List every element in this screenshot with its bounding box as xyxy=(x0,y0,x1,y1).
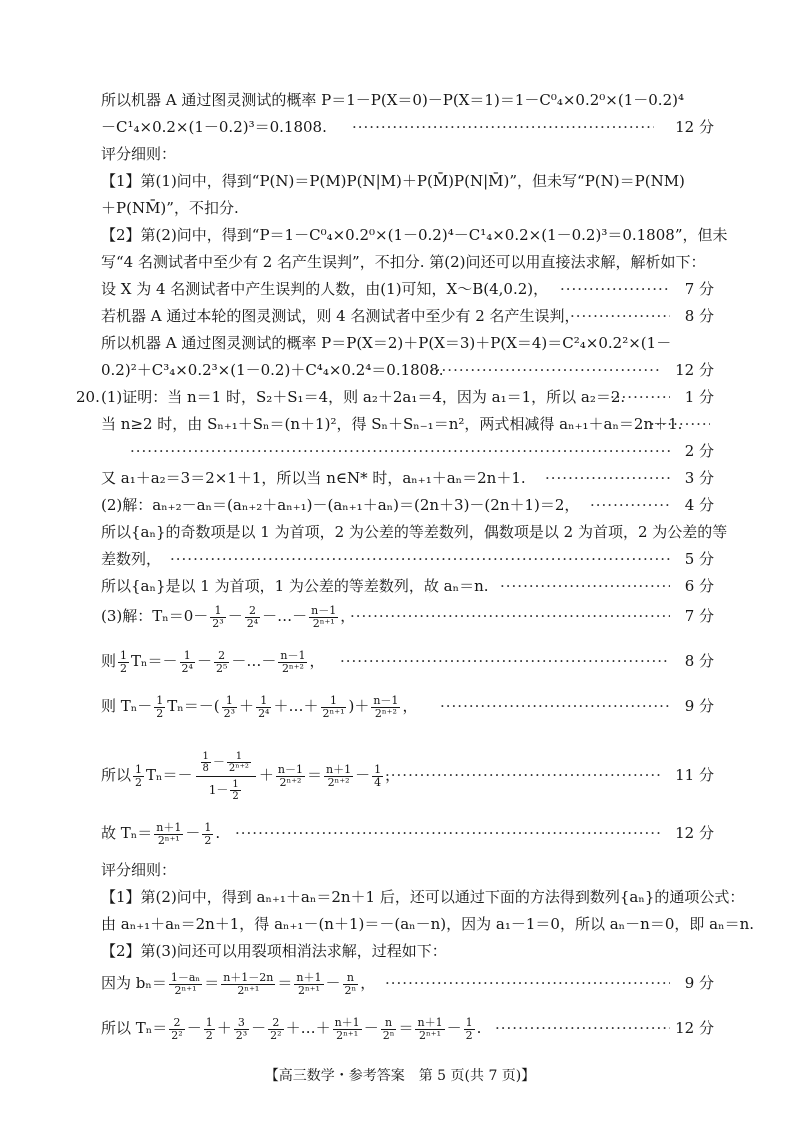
denominator: 2⁴ xyxy=(181,661,193,675)
math-text: － xyxy=(325,974,341,992)
math-text: ＝ xyxy=(204,974,220,992)
section-heading: 评分细则： xyxy=(101,861,177,879)
math-text: . xyxy=(476,1019,482,1037)
line-text: 写“4 名测试者中至少有 2 名产生误判”，不扣分. 第(2)问还可以用直接法求解，解析如下： xyxy=(101,253,706,271)
denominator: 2² xyxy=(270,1028,282,1042)
math-text: 所以 Tₙ＝ xyxy=(101,1019,168,1037)
section-heading: 评分细则： xyxy=(101,145,177,163)
denominator: 2ⁿ xyxy=(344,983,357,997)
numerator: 3 xyxy=(234,1017,249,1030)
score-points: 7 分 xyxy=(684,280,714,298)
math-text: － xyxy=(196,652,212,670)
fraction xyxy=(245,605,260,630)
numerator: 1 xyxy=(204,820,212,834)
line-text: 若机器 A 通过本轮的图灵测试，则 4 名测试者中至少有 2 名产生误判， xyxy=(101,307,580,325)
numerator: n xyxy=(381,1017,397,1030)
math-text: ＋ xyxy=(216,1019,232,1037)
math-text: Tₙ＝－ xyxy=(146,766,193,784)
fraction xyxy=(222,695,237,720)
line-text: 所以{aₙ}是以 1 为首项，1 为公差的等差数列，故 aₙ＝n. xyxy=(101,577,489,595)
denominator: 2³ xyxy=(212,616,224,630)
numerator: n－1 xyxy=(280,648,306,662)
numerator: n－1 xyxy=(373,693,399,707)
text-line xyxy=(0,85,800,115)
compound-numerator xyxy=(196,751,256,777)
fraction xyxy=(133,764,144,789)
fraction xyxy=(201,751,211,774)
leader-dots xyxy=(130,436,670,466)
denominator: 2ⁿ⁺¹ xyxy=(312,616,335,630)
math-text: ＝ xyxy=(307,766,323,784)
fraction xyxy=(210,605,225,630)
text-line xyxy=(0,301,800,331)
denominator: 2ⁿ⁺² xyxy=(327,775,350,789)
leader-dots xyxy=(560,274,670,304)
math-expression xyxy=(101,1000,481,1056)
numerator: 1 xyxy=(180,650,195,663)
numerator: 2 xyxy=(214,650,229,663)
score-points: 1 分 xyxy=(684,388,714,406)
math-text: Tₙ＝－( xyxy=(167,697,220,715)
math-text: 故 Tₙ＝ xyxy=(101,824,153,842)
numerator: n＋1 xyxy=(156,820,182,834)
math-text: ＝ xyxy=(398,1019,414,1037)
fraction xyxy=(214,650,229,675)
fraction xyxy=(321,695,347,720)
line-text: 【1】第(1)问中，得到“P(N)＝P(M)P(N|M)＋P(M̄)P(N|M̄)”，但未写“P(N)＝P(NM) xyxy=(101,172,685,190)
score-points: 3 分 xyxy=(684,469,714,487)
score-points: 12 分 xyxy=(675,1019,714,1037)
denominator: 2⁵ xyxy=(215,661,228,675)
line-text: ＋P(NM̄)”，不扣分. xyxy=(101,199,239,217)
numerator: 1 xyxy=(256,695,271,708)
math-text: Tₙ＝－ xyxy=(131,652,178,670)
math-text: － xyxy=(186,1019,202,1037)
text-line xyxy=(0,436,800,466)
numerator: 1 xyxy=(374,762,382,776)
numerator: n＋1 xyxy=(326,762,352,776)
line-text: 【2】第(3)问还可以用裂项相消法求解，过程如下： xyxy=(101,942,447,960)
math-line xyxy=(0,678,800,734)
compound-denominator xyxy=(196,777,256,802)
line-text: 差数列， xyxy=(101,550,162,568)
fraction xyxy=(230,779,240,802)
math-text: － xyxy=(355,766,371,784)
numerator: 1 xyxy=(465,1015,473,1029)
denominator: 2ⁿ⁺¹ xyxy=(336,1028,359,1042)
fraction xyxy=(227,751,251,774)
text-line xyxy=(0,328,800,358)
leader-dots xyxy=(570,301,670,331)
line-text: 所以{aₙ}的奇数项是以 1 为首项，2 为公差的等差数列，偶数项是以 2 为首项，2 为公差的等 xyxy=(101,523,728,541)
leader-dots xyxy=(590,490,670,520)
denominator: 2 xyxy=(465,1028,473,1042)
leader-dots xyxy=(650,409,710,439)
math-text: . xyxy=(215,824,221,842)
text-line xyxy=(0,112,800,142)
numerator: n＋1－2n xyxy=(223,970,274,984)
math-text: 则 Tₙ－ xyxy=(101,697,153,715)
question-number: 20. xyxy=(76,388,100,406)
numerator: 1 xyxy=(227,751,251,763)
fraction xyxy=(372,764,383,789)
numerator: 1 xyxy=(232,778,239,790)
denominator: 2³ xyxy=(235,1028,248,1042)
denominator: 2ⁿ⁺² xyxy=(281,661,304,675)
leader-dots xyxy=(495,1000,670,1056)
math-text: ， xyxy=(385,766,401,784)
denominator: 2ⁿ⁺¹ xyxy=(297,983,320,997)
math-text: ＋ xyxy=(239,697,255,715)
fraction xyxy=(278,650,307,675)
text-line xyxy=(0,463,800,493)
math-line xyxy=(0,740,800,810)
fraction xyxy=(324,764,353,789)
fraction xyxy=(276,764,305,789)
denominator: 2ⁿ xyxy=(382,1028,395,1042)
numerator: 1 xyxy=(321,695,347,708)
numerator: 2 xyxy=(268,1017,283,1030)
denominator: 2 xyxy=(135,775,143,789)
leader-dots xyxy=(170,544,670,574)
math-text: )＋ xyxy=(348,697,370,715)
leader-dots xyxy=(385,740,660,810)
denominator: 2ⁿ⁺¹ xyxy=(237,983,260,997)
denominator: 2⁴ xyxy=(246,616,259,630)
score-points: 8 分 xyxy=(684,652,714,670)
denominator: 2 xyxy=(120,661,128,675)
math-text: － xyxy=(185,824,201,842)
math-text: 1－ xyxy=(208,782,229,797)
score-points: 12 分 xyxy=(675,361,714,379)
text-line xyxy=(0,355,800,385)
math-text: ＝ xyxy=(277,974,293,992)
score-points: 5 分 xyxy=(684,550,714,568)
numerator: n＋1 xyxy=(417,1015,443,1029)
fraction xyxy=(464,1017,475,1042)
numerator: 1 xyxy=(222,695,237,708)
denominator: 2⁴ xyxy=(258,706,270,720)
line-text: 又 a₁＋a₂＝3＝2×1＋1，所以当 n∈N* 时，aₙ₊₁＋aₙ＝2n＋1. xyxy=(101,469,526,487)
score-points: 11 分 xyxy=(675,766,714,784)
denominator: 2 xyxy=(232,790,239,802)
numerator: 1 xyxy=(202,750,209,762)
fraction xyxy=(234,1017,249,1042)
numerator: 1 xyxy=(120,648,128,662)
numerator: 1 xyxy=(210,605,225,618)
math-text: － xyxy=(251,1019,267,1037)
page-footer: 【高三数学・参考答案 第 5 页(共 7 页)】 xyxy=(264,1068,536,1084)
fraction xyxy=(256,695,271,720)
fraction xyxy=(415,1017,444,1042)
fraction xyxy=(343,972,359,997)
fraction xyxy=(309,605,338,630)
math-text: 因为 bₙ＝ xyxy=(101,974,167,992)
denominator: 2ⁿ⁺¹ xyxy=(419,1028,442,1042)
text-line xyxy=(0,247,800,277)
leader-dots xyxy=(235,805,660,861)
text-line xyxy=(0,139,800,169)
denominator: 2 xyxy=(156,706,164,720)
fraction xyxy=(154,695,165,720)
text-line xyxy=(0,490,800,520)
line-text: 所以机器 A 通过图灵测试的概率 P＝1－P(X＝0)－P(X＝1)＝1－C⁰₄×0.2⁰×(1－0.2)⁴ xyxy=(101,91,684,109)
line-text: 由 aₙ₊₁＋aₙ＝2n＋1，得 aₙ₊₁－(n＋1)＝－(aₙ－n)，因为 a₁－1＝0，所以 aₙ－n＝0，即 aₙ＝n. xyxy=(101,915,754,933)
score-points: 9 分 xyxy=(684,974,714,992)
line-text: (2)解：aₙ₊₂－aₙ＝(aₙ₊₂＋aₙ₊₁)－(aₙ₊₁＋aₙ)＝(2n＋3)－(2n＋1)＝2， xyxy=(101,496,580,514)
denominator: 2 xyxy=(205,1028,213,1042)
score-points: 4 分 xyxy=(684,496,714,514)
denominator: 2ⁿ⁺² xyxy=(374,706,397,720)
numerator: n－1 xyxy=(311,603,337,617)
leader-dots xyxy=(440,678,670,734)
math-text: ＋…＋ xyxy=(285,1019,331,1037)
score-points: 12 分 xyxy=(675,824,714,842)
denominator: 2 xyxy=(204,833,212,847)
math-expression xyxy=(101,678,417,734)
math-text: ， xyxy=(309,652,325,670)
math-text: － xyxy=(363,1019,379,1037)
math-text: 则 xyxy=(101,652,117,670)
math-text: － xyxy=(212,754,225,769)
text-line xyxy=(0,909,800,939)
math-text: －…－ xyxy=(262,607,308,625)
numerator: n＋1 xyxy=(296,970,322,984)
fraction xyxy=(381,1017,397,1042)
math-text: ＋…＋ xyxy=(273,697,319,715)
numerator: 2 xyxy=(169,1017,184,1030)
line-text: 所以机器 A 通过图灵测试的概率 P＝P(X＝2)＋P(X＝3)＋P(X＝4)＝C²₄×0.2²×(1－ xyxy=(101,334,672,352)
fraction xyxy=(180,650,195,675)
denominator: 2ⁿ⁺¹ xyxy=(322,706,345,720)
math-text: 所以 xyxy=(101,766,132,784)
fraction xyxy=(371,695,400,720)
math-expression xyxy=(101,805,220,861)
text-line xyxy=(0,166,800,196)
line-text: 【2】第(2)问中，得到“P＝1－C⁰₄×0.2⁰×(1－0.2)⁴－C¹₄×0.2×(1－0.2)³＝0.1808”，但未 xyxy=(101,226,728,244)
denominator: 2ⁿ⁺² xyxy=(279,775,302,789)
score-points: 2 分 xyxy=(684,442,714,460)
leader-dots xyxy=(430,355,660,385)
score-points: 6 分 xyxy=(684,577,714,595)
math-line xyxy=(0,805,800,861)
fraction xyxy=(294,972,323,997)
numerator: 1 xyxy=(156,693,164,707)
math-text: －…－ xyxy=(231,652,277,670)
math-text: ， xyxy=(402,697,418,715)
numerator: 2 xyxy=(245,605,260,618)
text-line xyxy=(0,882,800,912)
text-line xyxy=(0,382,800,412)
fraction xyxy=(333,1017,362,1042)
line-text: －C¹₄×0.2×(1－0.2)³＝0.1808. xyxy=(101,118,327,136)
numerator: n＋1 xyxy=(334,1015,360,1029)
denominator: 2ⁿ⁺¹ xyxy=(157,833,180,847)
denominator: 4 xyxy=(374,775,382,789)
numerator: 1－aₙ xyxy=(170,970,201,984)
math-line xyxy=(0,1000,800,1056)
fraction xyxy=(169,1017,184,1042)
math-text: ， xyxy=(340,607,356,625)
leader-dots xyxy=(352,112,654,142)
fraction xyxy=(154,822,183,847)
numerator: n xyxy=(343,972,359,985)
text-line xyxy=(0,855,800,885)
math-expression xyxy=(101,740,400,810)
line-text: (1)证明：当 n＝1 时，S₂＋S₁＝4，则 a₂＋2a₁＝4，因为 a₁＝1，所以 a₂＝2. xyxy=(101,388,626,406)
denominator: 8 xyxy=(202,762,209,774)
fraction xyxy=(268,1017,283,1042)
numerator: 1 xyxy=(205,1015,213,1029)
text-line xyxy=(0,220,800,250)
denominator: 2³ xyxy=(223,706,236,720)
fraction xyxy=(169,972,202,997)
score-points: 9 分 xyxy=(684,697,714,715)
text-line xyxy=(0,274,800,304)
line-text: 0.2)²＋C³₄×0.2³×(1－0.2)＋C⁴₄×0.2⁴＝0.1808. xyxy=(101,361,444,379)
fraction xyxy=(221,972,275,997)
math-text: ， xyxy=(360,974,376,992)
math-text: ＋ xyxy=(258,766,274,784)
text-line xyxy=(0,409,800,439)
line-text: 【1】第(2)问中，得到 aₙ₊₁＋aₙ＝2n＋1 后，还可以通过下面的方法得到数列{aₙ}的通项公式： xyxy=(101,888,745,906)
math-text: － xyxy=(446,1019,462,1037)
numerator: 1 xyxy=(135,762,143,776)
line-text: 当 n≥2 时，由 Sₙ₊₁＋Sₙ＝(n＋1)²，得 Sₙ＋Sₙ₋₁＝n²，两式相减得 aₙ₊₁＋aₙ＝2n＋1. xyxy=(101,415,683,433)
numerator: n－1 xyxy=(277,762,303,776)
text-line xyxy=(0,193,800,223)
compound-fraction xyxy=(196,751,256,802)
fraction xyxy=(118,650,129,675)
score-points: 7 分 xyxy=(684,607,714,625)
math-text: － xyxy=(227,607,243,625)
text-line xyxy=(0,517,800,547)
line-text: 设 X 为 4 名测试者中产生误判的人数，由(1)可知，X～B(4,0.2)， xyxy=(101,280,549,298)
leader-dots xyxy=(545,463,670,493)
denominator: 2² xyxy=(171,1028,183,1042)
score-points: 8 分 xyxy=(684,307,714,325)
leader-dots xyxy=(610,382,670,412)
text-line xyxy=(0,544,800,574)
fraction xyxy=(204,1017,215,1042)
fraction xyxy=(202,822,213,847)
score-points: 12 分 xyxy=(675,118,714,136)
denominator: 2ⁿ⁺² xyxy=(228,762,249,774)
math-text: (3)解：Tₙ＝0－ xyxy=(101,607,209,625)
denominator: 2ⁿ⁺¹ xyxy=(174,983,197,997)
